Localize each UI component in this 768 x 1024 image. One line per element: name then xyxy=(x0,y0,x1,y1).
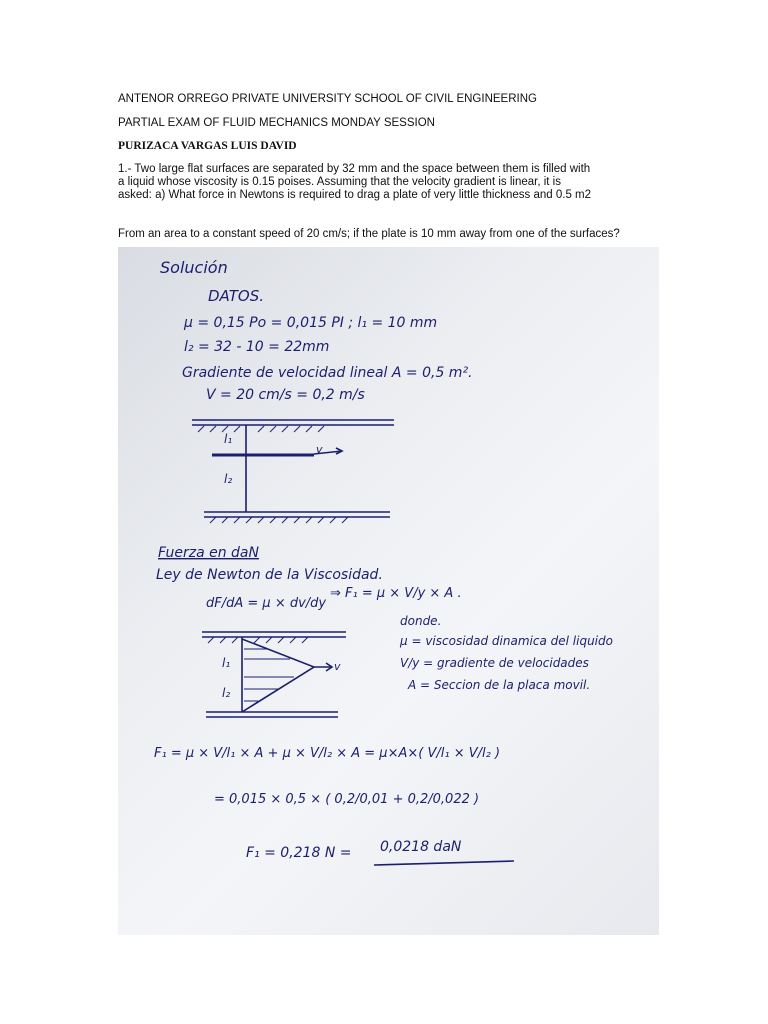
datos-velocity: V = 20 cm/s = 0,2 m/s xyxy=(206,387,365,403)
equation-force-substitution: = 0,015 × 0,5 × ( 0,2/0,01 + 0,2/0,022 ) xyxy=(214,792,480,807)
plates-diagram-1 xyxy=(192,420,394,523)
fuerza-heading: Fuerza en daN xyxy=(158,545,259,561)
datos-label: DATOS. xyxy=(208,287,264,305)
diagram2-l1-label: l₁ xyxy=(222,656,231,670)
diagram1-l1-label: l₁ xyxy=(224,432,233,446)
definition-area: A = Seccion de la placa movil. xyxy=(408,678,591,692)
ley-newton-heading: Ley de Newton de la Viscosidad. xyxy=(156,567,383,583)
datos-viscosity: μ = 0,15 Po = 0,015 PI ; l₁ = 10 mm xyxy=(184,315,438,331)
diagram2-l2-label: l₂ xyxy=(222,686,231,700)
diagram1-l2-label: l₂ xyxy=(224,472,233,486)
handwritten-solution-photo xyxy=(118,247,659,935)
result-underline xyxy=(374,861,514,865)
diagram1-v-label: v xyxy=(316,443,323,456)
question-continuation: From an area to a constant speed of 20 cm/s; if the plate is 10 mm away from one of the surfaces? xyxy=(118,228,620,240)
definition-viscosity: μ = viscosidad dinamica del liquido xyxy=(400,634,613,648)
equation-newton-lhs: dF/dA = μ × dv/dy xyxy=(206,596,327,611)
final-result: 0,0218 daN xyxy=(380,839,462,855)
question-text: 1.- Two large flat surfaces are separated by 32 mm and the space between them is filled with a liquid whose viscosity is 0.15 poises. Assuming that the velocity gradient is linear, it is asked: a) What force in Newtons is required to drag a plate of very little thickness and 0.5 m2 xyxy=(118,163,592,201)
datos-gradient: Gradiente de velocidad lineal A = 0,5 m². xyxy=(182,365,473,381)
university-header: ANTENOR ORREGO PRIVATE UNIVERSITY SCHOOL OF CIVIL ENGINEERING xyxy=(118,93,537,105)
exam-title: PARTIAL EXAM OF FLUID MECHANICS MONDAY SESSION xyxy=(118,117,435,129)
equation-force-sum: F₁ = μ × V/l₁ × A + μ × V/l₂ × A = μ×A×( V/l₁ × V/l₂ ) xyxy=(154,746,501,761)
solution-heading: Solución xyxy=(160,258,228,277)
donde-label: donde. xyxy=(400,614,442,628)
student-name: PURIZACA VARGAS LUIS DAVID xyxy=(118,140,297,152)
equation-newton-rhs: ⇒ F₁ = μ × V/y × A . xyxy=(330,586,462,601)
equation-force-newton: F₁ = 0,218 N = xyxy=(246,845,352,861)
definition-gradient: V/y = gradiente de velocidades xyxy=(400,656,589,670)
diagram2-v-label: v xyxy=(334,660,341,673)
velocity-profile-diagram xyxy=(202,632,346,717)
datos-l2: l₂ = 32 - 10 = 22mm xyxy=(184,339,330,355)
